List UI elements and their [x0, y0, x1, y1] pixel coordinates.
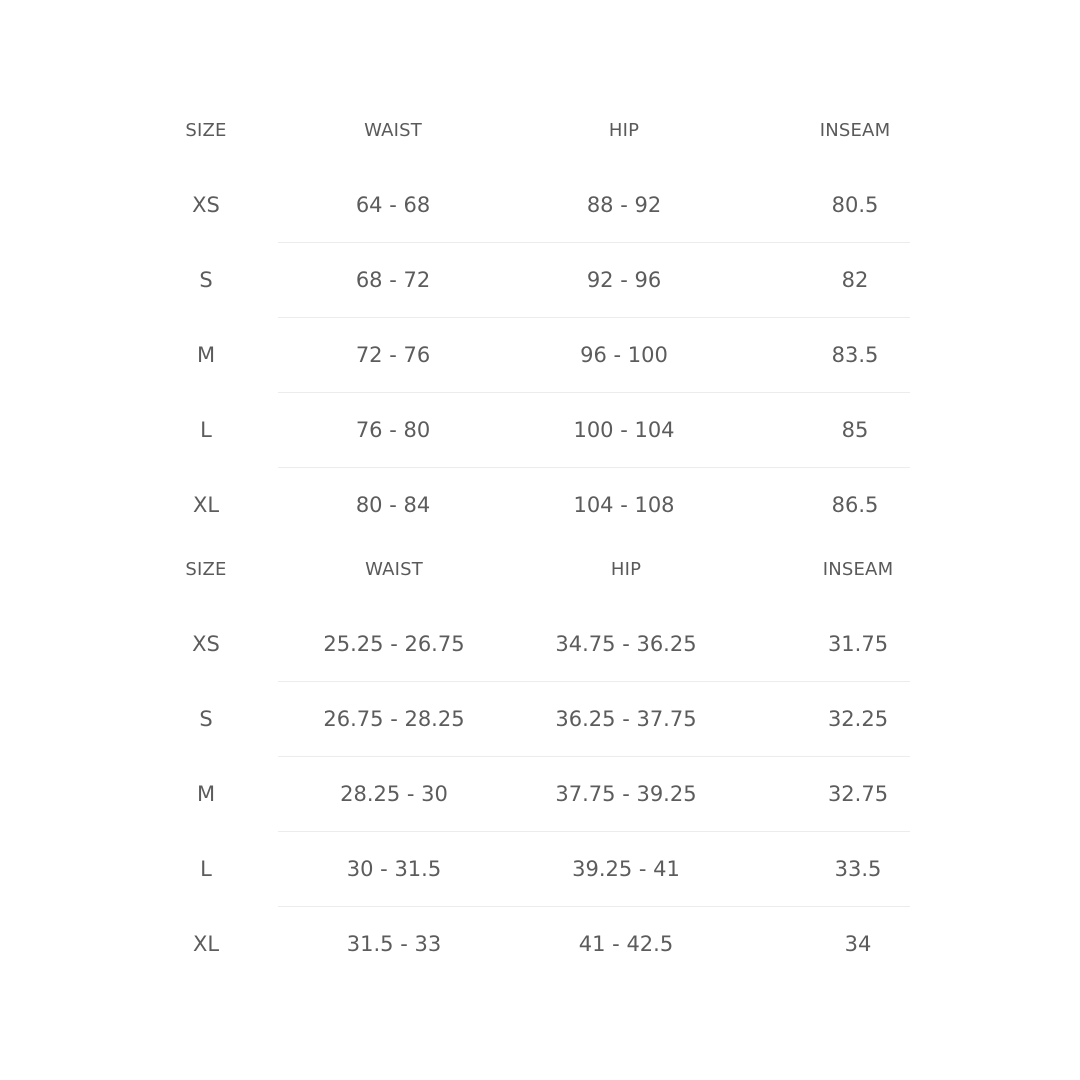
- hip-column-header: HIP: [610, 559, 642, 580]
- waist-cell: 26.75 - 28.25: [323, 707, 465, 731]
- waist-column-header: WAIST: [364, 120, 422, 141]
- size-cell: M: [196, 782, 216, 806]
- inseam-column-header: INSEAM: [822, 559, 894, 580]
- hip-cell: 104 - 108: [573, 493, 675, 517]
- hip-cell: 100 - 104: [573, 418, 675, 442]
- hip-cell: 88 - 92: [586, 193, 662, 217]
- inseam-cell: 82: [841, 268, 869, 292]
- waist-cell: 28.25 - 30: [340, 782, 448, 806]
- inseam-cell: 31.75: [827, 632, 889, 656]
- size-chart-inches: [0, 532, 1080, 982]
- waist-cell: 30 - 31.5: [346, 857, 442, 881]
- hip-cell: 39.25 - 41: [572, 857, 680, 881]
- table-row: [0, 393, 1080, 468]
- table-row: [0, 907, 1080, 982]
- table-row: [0, 318, 1080, 393]
- size-cell: L: [200, 418, 212, 442]
- size-chart-cm: [0, 93, 1080, 543]
- waist-column-header: WAIST: [365, 559, 423, 580]
- inseam-column-header: INSEAM: [819, 120, 891, 141]
- inseam-cell: 32.25: [827, 707, 889, 731]
- waist-cell: 31.5 - 33: [346, 932, 442, 956]
- size-cell: XL: [192, 932, 220, 956]
- size-column-header: SIZE: [185, 559, 227, 580]
- table-row: [0, 682, 1080, 757]
- hip-cell: 37.75 - 39.25: [555, 782, 697, 806]
- size-cell: XL: [192, 493, 220, 517]
- inseam-cell: 33.5: [834, 857, 882, 881]
- size-cell: XS: [192, 193, 220, 217]
- size-cell: M: [196, 343, 216, 367]
- hip-cell: 92 - 96: [586, 268, 662, 292]
- waist-cell: 64 - 68: [355, 193, 431, 217]
- hip-cell: 41 - 42.5: [578, 932, 674, 956]
- inseam-cell: 86.5: [831, 493, 879, 517]
- table-row: [0, 607, 1080, 682]
- table-row: [0, 243, 1080, 318]
- inseam-cell: 34: [844, 932, 872, 956]
- table-row: [0, 832, 1080, 907]
- hip-cell: 96 - 100: [580, 343, 668, 367]
- size-cell: S: [199, 268, 213, 292]
- waist-cell: 72 - 76: [355, 343, 431, 367]
- inseam-cell: 32.75: [827, 782, 889, 806]
- waist-cell: 76 - 80: [355, 418, 431, 442]
- table-header-row: [0, 93, 1080, 168]
- hip-column-header: HIP: [608, 120, 640, 141]
- size-cell: S: [199, 707, 213, 731]
- waist-cell: 68 - 72: [355, 268, 431, 292]
- hip-cell: 36.25 - 37.75: [555, 707, 697, 731]
- table-row: [0, 757, 1080, 832]
- waist-cell: 25.25 - 26.75: [323, 632, 465, 656]
- table-row: [0, 168, 1080, 243]
- size-cell: XS: [192, 632, 220, 656]
- hip-cell: 34.75 - 36.25: [555, 632, 697, 656]
- size-cell: L: [200, 857, 212, 881]
- inseam-cell: 85: [841, 418, 869, 442]
- waist-cell: 80 - 84: [355, 493, 431, 517]
- table-header-row: [0, 532, 1080, 607]
- inseam-cell: 80.5: [831, 193, 879, 217]
- size-column-header: SIZE: [185, 120, 227, 141]
- inseam-cell: 83.5: [831, 343, 879, 367]
